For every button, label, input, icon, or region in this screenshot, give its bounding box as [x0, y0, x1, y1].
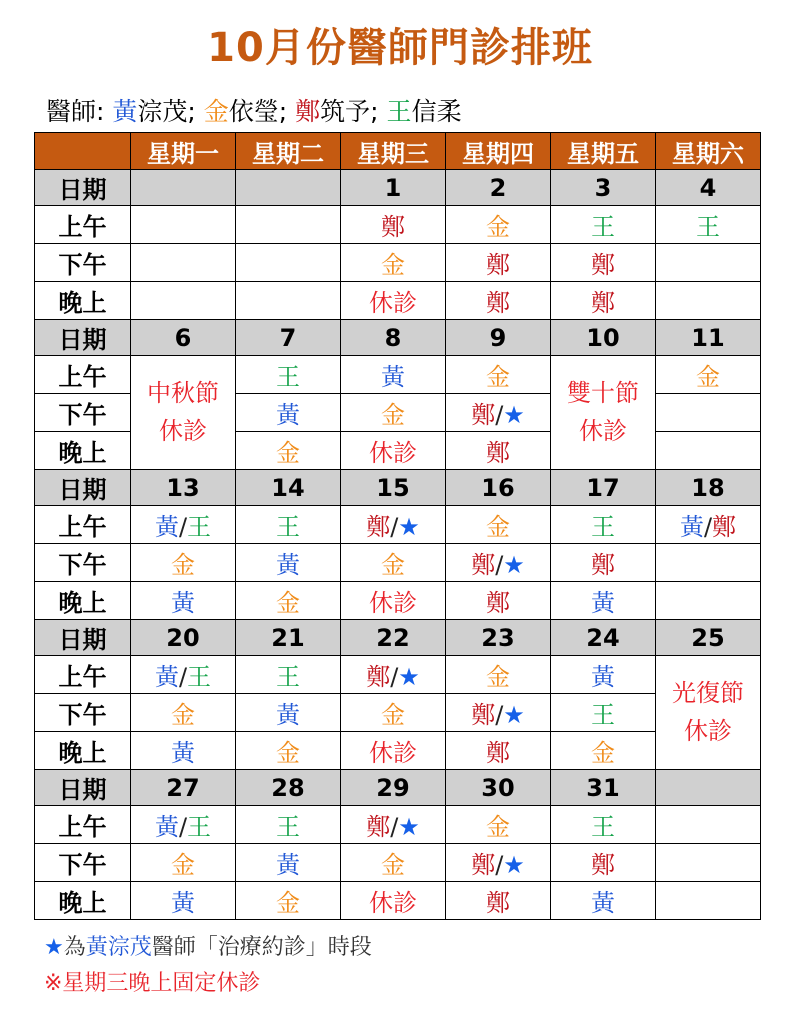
doctor-huang: 黃 [591, 589, 615, 617]
row-label-eve: 晚上 [35, 732, 131, 770]
slash-separator: / [495, 551, 504, 579]
doctor-zheng: 鄭 [471, 701, 496, 729]
doctor-jin: 金 [486, 663, 510, 691]
row-label-date: 日期 [35, 320, 131, 356]
doctor-surname-wang: 王 [386, 97, 412, 126]
closed-label: 休診 [369, 589, 417, 617]
schedule-cell [236, 582, 341, 620]
doctor-legend-prefix: 醫師: [46, 97, 113, 126]
doctor-huang: 黃 [154, 663, 179, 691]
schedule-cell [446, 806, 551, 844]
date-cell: 29 [341, 770, 446, 806]
footnote-text: 為 [63, 935, 86, 960]
closed-label: 休診 [369, 289, 417, 317]
row-label-pm: 下午 [35, 844, 131, 882]
holiday-text: 休診 [579, 416, 627, 445]
row-label-am: 上午 [35, 356, 131, 394]
row-label-eve: 晚上 [35, 882, 131, 920]
doctor-wang: 王 [187, 513, 212, 541]
schedule-cell [446, 206, 551, 244]
schedule-cell [131, 206, 236, 244]
schedule-cell [131, 656, 236, 694]
date-cell: 7 [236, 320, 341, 356]
date-row [35, 470, 761, 506]
slot-row-pm [35, 694, 761, 732]
doctor-huang: 黃 [381, 363, 405, 391]
doctor-zheng: 鄭 [471, 401, 496, 429]
doctor-huang: 黃 [154, 813, 179, 841]
date-cell: 17 [551, 470, 656, 506]
doctor-zheng: 鄭 [486, 439, 510, 467]
schedule-cell [446, 544, 551, 582]
slot-row-pm [35, 244, 761, 282]
schedule-cell [656, 506, 761, 544]
doctor-zheng: 鄭 [486, 889, 510, 917]
doctor-legend [46, 92, 462, 128]
schedule-cell [341, 432, 446, 470]
doctor-jin: 金 [486, 213, 510, 241]
slash-separator: / [178, 513, 188, 541]
closed-label: 休診 [369, 739, 417, 767]
doctor-huang: 黃 [154, 513, 179, 541]
doctor-jin: 金 [591, 739, 615, 767]
schedule-cell [236, 732, 341, 770]
date-cell [131, 170, 236, 206]
star-icon: ★ [503, 701, 525, 729]
doctor-wang: 王 [276, 813, 300, 841]
date-cell: 6 [131, 320, 236, 356]
date-cell [656, 770, 761, 806]
schedule-cell [341, 882, 446, 920]
doctor-wang: 王 [276, 513, 300, 541]
row-label-pm: 下午 [35, 694, 131, 732]
schedule-cell [551, 806, 656, 844]
date-row [35, 770, 761, 806]
slash-separator: / [178, 813, 188, 841]
doctor-given-name-huang: 淙茂; [137, 97, 204, 126]
schedule-cell [656, 806, 761, 844]
date-row [35, 320, 761, 356]
row-label-date: 日期 [35, 170, 131, 206]
schedule-cell [341, 244, 446, 282]
doctor-zheng: 鄭 [591, 251, 615, 279]
doctor-jin: 金 [381, 401, 405, 429]
doctor-zheng: 鄭 [486, 589, 510, 617]
doctor-zheng: 鄭 [366, 513, 391, 541]
slash-separator: / [495, 401, 504, 429]
doctor-zheng: 鄭 [486, 251, 510, 279]
date-cell: 27 [131, 770, 236, 806]
doctor-huang: 黃 [171, 589, 195, 617]
doctor-jin: 金 [276, 439, 300, 467]
date-cell: 14 [236, 470, 341, 506]
doctor-huang: 黃 [591, 663, 615, 691]
schedule-cell [131, 544, 236, 582]
closed-label: 休診 [369, 889, 417, 917]
schedule-cell [236, 282, 341, 320]
schedule-cell [236, 432, 341, 470]
schedule-cell [341, 806, 446, 844]
doctor-jin: 金 [486, 513, 510, 541]
doctor-zheng: 鄭 [486, 739, 510, 767]
schedule-cell [446, 244, 551, 282]
doctor-wang: 王 [187, 663, 212, 691]
schedule-cell [341, 656, 446, 694]
doctor-jin: 金 [381, 701, 405, 729]
slot-row-pm [35, 844, 761, 882]
header-corner [35, 133, 131, 170]
doctor-huang: 黃 [171, 739, 195, 767]
schedule-cell [551, 694, 656, 732]
schedule-cell [131, 582, 236, 620]
schedule-cell [446, 582, 551, 620]
footnote-doctor-name: 黃淙茂 [85, 935, 152, 960]
schedule-cell [236, 806, 341, 844]
footnote-text-tail: 醫師「治療約診」時段 [151, 935, 372, 960]
doctor-jin: 金 [171, 551, 195, 579]
date-cell: 3 [551, 170, 656, 206]
slot-row-pm [35, 544, 761, 582]
holiday-text: 休診 [159, 416, 207, 445]
date-cell: 10 [551, 320, 656, 356]
doctor-huang: 黃 [276, 551, 300, 579]
schedule-cell [446, 282, 551, 320]
schedule-cell [341, 694, 446, 732]
schedule-cell [656, 882, 761, 920]
row-label-pm: 下午 [35, 394, 131, 432]
schedule-cell [131, 844, 236, 882]
doctor-jin: 金 [276, 739, 300, 767]
doctor-given-name-wang: 信柔 [411, 97, 462, 126]
doctor-jin: 金 [276, 589, 300, 617]
date-cell: 31 [551, 770, 656, 806]
row-label-date: 日期 [35, 470, 131, 506]
date-cell: 24 [551, 620, 656, 656]
doctor-legend-list [112, 97, 461, 126]
row-label-am: 上午 [35, 206, 131, 244]
doctor-zheng: 鄭 [381, 213, 405, 241]
holiday-closed-cell [131, 356, 236, 470]
schedule-cell [236, 882, 341, 920]
date-cell: 22 [341, 620, 446, 656]
doctor-huang: 黃 [276, 401, 300, 429]
doctor-jin: 金 [276, 889, 300, 917]
schedule-cell [446, 506, 551, 544]
doctor-wang: 王 [591, 701, 615, 729]
schedule-cell [446, 844, 551, 882]
schedule-cell [656, 544, 761, 582]
doctor-zheng: 鄭 [471, 551, 496, 579]
date-cell: 18 [656, 470, 761, 506]
slash-separator: / [390, 813, 399, 841]
date-cell: 25 [656, 620, 761, 656]
doctor-wang: 王 [187, 813, 212, 841]
holiday-closed-cell [551, 356, 656, 470]
date-cell: 21 [236, 620, 341, 656]
slot-row-am [35, 656, 761, 694]
doctor-wang: 王 [591, 813, 615, 841]
schedule-cell [341, 506, 446, 544]
doctor-wang: 王 [276, 663, 300, 691]
schedule-cell [446, 432, 551, 470]
weekday-header: 星期六 [656, 133, 761, 170]
schedule-cell [236, 244, 341, 282]
schedule-cell [341, 206, 446, 244]
row-label-am: 上午 [35, 506, 131, 544]
star-icon: ★ [44, 935, 64, 960]
schedule-cell [236, 206, 341, 244]
schedule-cell [236, 356, 341, 394]
doctor-huang: 黃 [679, 513, 704, 541]
doctor-given-name-jin: 依瑩; [228, 97, 296, 126]
date-cell: 9 [446, 320, 551, 356]
holiday-text: 中秋節 [147, 379, 219, 408]
schedule-cell [341, 844, 446, 882]
date-cell: 30 [446, 770, 551, 806]
slash-separator: / [390, 513, 399, 541]
schedule-cell [656, 432, 761, 470]
schedule-cell [551, 244, 656, 282]
doctor-jin: 金 [486, 813, 510, 841]
weekday-header: 星期二 [236, 133, 341, 170]
doctor-huang: 黃 [276, 701, 300, 729]
doctor-wang: 王 [591, 213, 615, 241]
date-cell: 4 [656, 170, 761, 206]
schedule-cell [551, 582, 656, 620]
doctor-huang: 黃 [276, 851, 300, 879]
slot-row-eve [35, 882, 761, 920]
schedule-cell [341, 356, 446, 394]
date-cell: 23 [446, 620, 551, 656]
weekday-header: 星期三 [341, 133, 446, 170]
star-icon: ★ [503, 851, 525, 879]
schedule-cell [446, 694, 551, 732]
schedule-cell [656, 582, 761, 620]
weekday-header-row [35, 133, 761, 170]
doctor-zheng: 鄭 [591, 289, 615, 317]
slot-row-eve [35, 732, 761, 770]
doctor-surname-zheng: 鄭 [295, 97, 321, 126]
schedule-cell [131, 882, 236, 920]
holiday-text: 休診 [684, 716, 732, 745]
doctor-wang: 王 [276, 363, 300, 391]
schedule-cell [656, 244, 761, 282]
doctor-huang: 黃 [591, 889, 615, 917]
star-icon: ★ [398, 513, 420, 541]
schedule-cell [236, 656, 341, 694]
schedule-cell [656, 206, 761, 244]
date-cell: 28 [236, 770, 341, 806]
schedule-cell [551, 544, 656, 582]
schedule-cell [131, 244, 236, 282]
schedule-cell [236, 844, 341, 882]
schedule-cell [551, 656, 656, 694]
holiday-text: 雙十節 [567, 379, 639, 408]
doctor-jin: 金 [381, 851, 405, 879]
doctor-zheng: 鄭 [712, 513, 737, 541]
schedule-cell [446, 732, 551, 770]
schedule-cell [236, 506, 341, 544]
schedule-cell [341, 544, 446, 582]
star-icon: ★ [503, 551, 525, 579]
doctor-jin: 金 [171, 851, 195, 879]
doctor-jin: 金 [381, 251, 405, 279]
row-label-eve: 晚上 [35, 432, 131, 470]
schedule-cell [656, 356, 761, 394]
schedule-cell [236, 544, 341, 582]
doctor-zheng: 鄭 [486, 289, 510, 317]
schedule-cell [341, 732, 446, 770]
schedule-cell [131, 732, 236, 770]
schedule-cell [236, 394, 341, 432]
doctor-jin: 金 [696, 363, 720, 391]
doctor-zheng: 鄭 [591, 551, 615, 579]
schedule-cell [341, 282, 446, 320]
slot-row-am [35, 506, 761, 544]
doctor-jin: 金 [486, 363, 510, 391]
row-label-am: 上午 [35, 656, 131, 694]
slot-row-eve [35, 282, 761, 320]
slot-row-am [35, 806, 761, 844]
footnote-wednesday-note: ※星期三晚上固定休診 [44, 971, 261, 996]
schedule-cell [551, 206, 656, 244]
doctor-huang: 黃 [171, 889, 195, 917]
slash-separator: / [703, 513, 713, 541]
schedule-cell [236, 694, 341, 732]
schedule-body [35, 170, 761, 920]
date-cell: 2 [446, 170, 551, 206]
schedule-table [34, 132, 761, 920]
doctor-jin: 金 [171, 701, 195, 729]
schedule-cell [446, 656, 551, 694]
doctor-zheng: 鄭 [366, 813, 391, 841]
doctor-zheng: 鄭 [471, 851, 496, 879]
footnote-star-note [44, 930, 372, 961]
slash-separator: / [390, 663, 399, 691]
date-cell: 20 [131, 620, 236, 656]
doctor-surname-huang: 黃 [112, 97, 138, 126]
row-label-date: 日期 [35, 620, 131, 656]
row-label-date: 日期 [35, 770, 131, 806]
star-icon: ★ [398, 813, 420, 841]
star-icon: ★ [398, 663, 420, 691]
doctor-zheng: 鄭 [591, 851, 615, 879]
slot-row-eve [35, 582, 761, 620]
date-row [35, 170, 761, 206]
holiday-text: 光復節 [672, 679, 744, 708]
schedule-cell [131, 806, 236, 844]
doctor-surname-jin: 金 [203, 97, 229, 126]
doctor-wang: 王 [591, 513, 615, 541]
slot-row-am [35, 356, 761, 394]
schedule-cell [131, 506, 236, 544]
schedule-cell [446, 394, 551, 432]
holiday-closed-cell [656, 656, 761, 770]
date-cell: 16 [446, 470, 551, 506]
schedule-cell [446, 882, 551, 920]
row-label-eve: 晚上 [35, 282, 131, 320]
closed-label: 休診 [369, 439, 417, 467]
row-label-pm: 下午 [35, 244, 131, 282]
schedule-cell [131, 694, 236, 732]
schedule-cell [446, 356, 551, 394]
row-label-pm: 下午 [35, 544, 131, 582]
slash-separator: / [495, 701, 504, 729]
schedule-cell [341, 394, 446, 432]
doctor-jin: 金 [381, 551, 405, 579]
date-cell: 11 [656, 320, 761, 356]
slot-row-am [35, 206, 761, 244]
date-cell: 1 [341, 170, 446, 206]
date-cell [236, 170, 341, 206]
doctor-given-name-zheng: 筑予; [320, 97, 387, 126]
date-cell: 15 [341, 470, 446, 506]
page-title: 10月份醫師門診排班 [207, 25, 593, 71]
row-label-eve: 晚上 [35, 582, 131, 620]
doctor-wang: 王 [696, 213, 720, 241]
row-label-am: 上午 [35, 806, 131, 844]
weekday-header: 星期四 [446, 133, 551, 170]
schedule-cell [131, 282, 236, 320]
schedule-cell [551, 506, 656, 544]
date-row [35, 620, 761, 656]
doctor-zheng: 鄭 [366, 663, 391, 691]
schedule-cell [551, 844, 656, 882]
schedule-cell [341, 582, 446, 620]
slash-separator: / [495, 851, 504, 879]
slash-separator: / [178, 663, 188, 691]
schedule-cell [656, 394, 761, 432]
schedule-cell [551, 732, 656, 770]
star-icon: ★ [503, 401, 525, 429]
weekday-header: 星期一 [131, 133, 236, 170]
weekday-header: 星期五 [551, 133, 656, 170]
schedule-cell [656, 282, 761, 320]
date-cell: 8 [341, 320, 446, 356]
schedule-cell [656, 844, 761, 882]
schedule-cell [551, 882, 656, 920]
schedule-cell [551, 282, 656, 320]
date-cell: 13 [131, 470, 236, 506]
